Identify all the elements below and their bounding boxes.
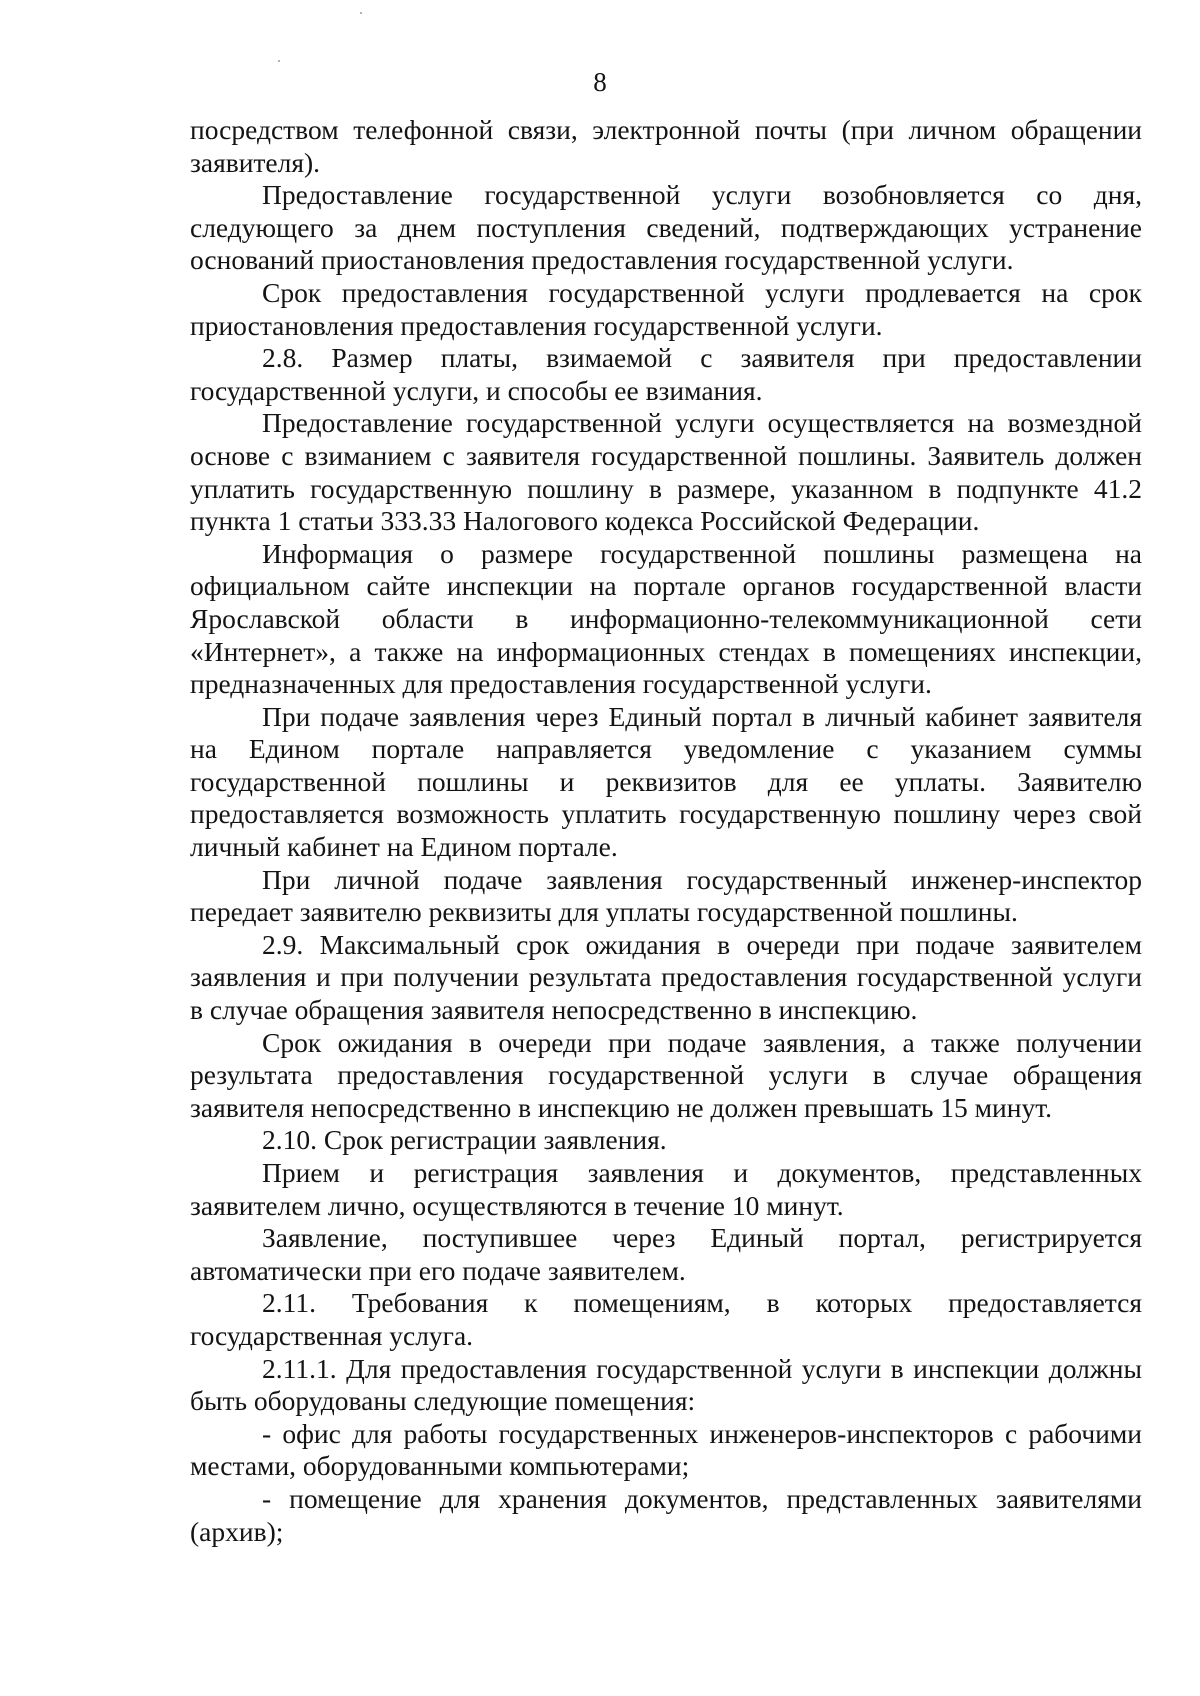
paragraph: Заявление, поступившее через Единый портал, регистрируется автоматически при его подаче заявителем. bbox=[190, 1222, 1142, 1286]
paragraph: При личной подаче заявления государственный инженер-инспектор передает заявителю реквизиты для уплаты государственной пошлины. bbox=[190, 863, 1142, 928]
paragraph: Информация о размере государственной пошлины размещена на официальном сайте инспекции на портале органов государственной власти Ярославской области в информационно-телекоммуникационной сети «Интернет», а также на информационных стендах в помещениях инспекции, предназначенных для предоставления государственной услуги. bbox=[190, 537, 1142, 700]
paragraph-continuation: посредством телефонной связи, электронной почты (при личном обращении заявителя). bbox=[190, 114, 1142, 178]
list-item: - офис для работы государственных инженеров-инспекторов с рабочими местами, оборудованными компьютерами; bbox=[190, 1417, 1142, 1482]
page-number: 8 bbox=[593, 67, 607, 97]
section-heading-2-11: 2.11. Требования к помещениям, в которых предоставляется государственная услуга. bbox=[190, 1287, 1142, 1351]
scan-speck bbox=[278, 60, 280, 62]
scan-speck bbox=[360, 12, 362, 14]
paragraph: Срок ожидания в очереди при подаче заявления, а также получении результата предоставления государственной услуги в случае обращения заявителя непосредственно в инспекцию не должен превышать 15 минут. bbox=[190, 1026, 1142, 1123]
section-heading-2-8: 2.8. Размер платы, взимаемой с заявителя при предоставлении государственной услуги, и способы ее взимания. bbox=[190, 342, 1142, 406]
document-body bbox=[190, 114, 1142, 1548]
section-heading-2-9: 2.9. Максимальный срок ожидания в очереди при подаче заявителем заявления и при получении результата предоставления государственной услуги в случае обращения заявителя непосредственно в инспекцию. bbox=[190, 928, 1142, 1026]
paragraph: Прием и регистрация заявления и документов, представленных заявителем лично, осуществляются в течение 10 минут. bbox=[190, 1157, 1142, 1221]
paragraph: Предоставление государственной услуги возобновляется со дня, следующего за днем поступления сведений, подтверждающих устранение оснований приостановления предоставления государственной услуги. bbox=[190, 179, 1142, 276]
paragraph: Предоставление государственной услуги осуществляется на возмездной основе с взиманием с заявителя государственной пошлины. Заявитель должен уплатить государственную пошлину в размере, указанном в подпункте 41.2 пункта 1 статьи 333.33 Налогового кодекса Российской Федерации. bbox=[190, 407, 1142, 537]
paragraph: При подаче заявления через Единый портал в личный кабинет заявителя на Едином портале направляется уведомление с указанием суммы государственной пошлины и реквизитов для ее уплаты. Заявителю предоставляется возможность уплатить государственную пошлину через свой личный кабинет на Едином портале. bbox=[190, 700, 1142, 863]
section-heading-2-11-1: 2.11.1. Для предоставления государственной услуги в инспекции должны быть оборудованы следующие помещения: bbox=[190, 1352, 1142, 1417]
section-heading-2-10: 2.10. Срок регистрации заявления. bbox=[262, 1124, 667, 1156]
paragraph: Срок предоставления государственной услуги продлевается на срок приостановления предоставления государственной услуги. bbox=[190, 276, 1142, 341]
list-item: - помещение для хранения документов, представленных заявителями (архив); bbox=[190, 1482, 1142, 1547]
